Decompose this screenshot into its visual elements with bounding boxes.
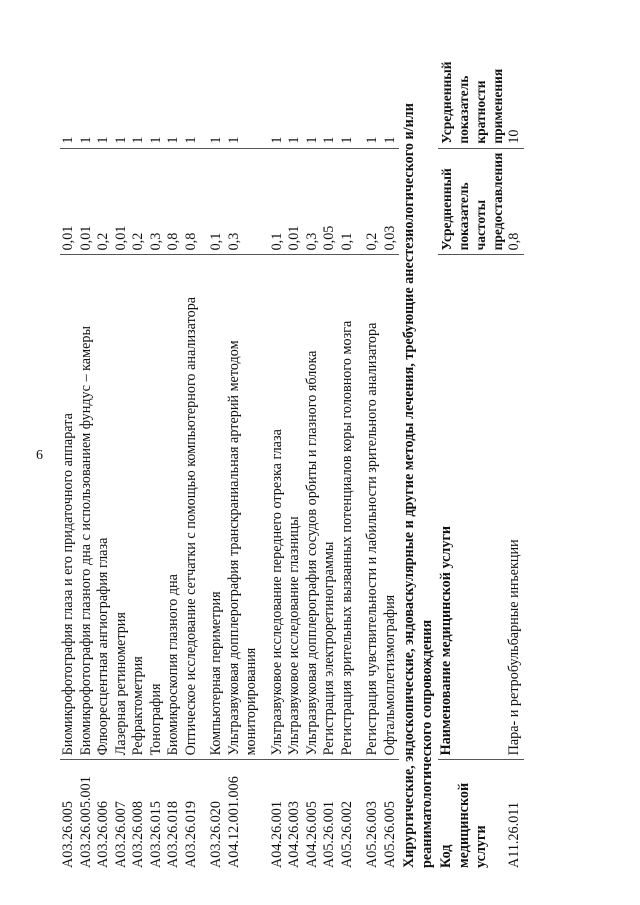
service-code: A03.26.008	[130, 801, 146, 868]
service-code: A04.12.001.006	[225, 776, 242, 868]
table-row	[60, 48, 78, 868]
table-row	[130, 48, 148, 868]
multiplicity-value: 1	[95, 48, 113, 148]
table-row	[506, 48, 524, 868]
spacer-cell	[261, 148, 269, 255]
service-code: A03.26.005	[60, 801, 76, 868]
frequency-value: 0,1	[208, 148, 226, 255]
service-name: Биомикрофотография глаза и его придаточного аппарата	[60, 255, 78, 760]
section-heading-row	[399, 48, 438, 868]
header-name: Наименование медицинской услуги	[438, 255, 506, 760]
header-multiplicity: Усредненный показатель кратности применения	[438, 48, 506, 148]
service-name: Регистрация чувствительности и лабильности зрительного анализатора	[364, 255, 382, 760]
frequency-value: 0,3	[226, 148, 261, 255]
frequency-value: 0,3	[148, 148, 166, 255]
frequency-value: 0,3	[304, 148, 322, 255]
multiplicity-value: 1	[321, 48, 339, 148]
service-code: A05.26.002	[338, 801, 355, 868]
service-name: Регистрация электроретинограммы	[321, 255, 339, 760]
service-code: A05.26.001	[321, 801, 337, 868]
table-row	[382, 48, 400, 868]
multiplicity-value: 1	[130, 48, 148, 148]
spacer-cell	[200, 255, 208, 760]
frequency-value: 0,03	[382, 148, 400, 255]
table-row	[226, 48, 261, 868]
multiplicity-value: 10	[506, 48, 524, 148]
frequency-value: 0,8	[165, 148, 183, 255]
table-row	[269, 48, 287, 868]
frequency-value: 0,05	[321, 148, 339, 255]
service-name: Биомикрофотография глазного дна с использованием фундус – камеры	[78, 255, 96, 760]
service-name: Пара- и ретробульбарные инъекции	[506, 255, 524, 760]
service-name: Офтальмоплетизмография	[382, 255, 400, 760]
row-spacer	[356, 48, 364, 868]
table-row	[364, 48, 382, 868]
header-frequency: Усредненный показатель частоты предоставления	[438, 148, 506, 255]
page-number: 6	[36, 448, 43, 463]
frequency-value: 0,8	[183, 148, 201, 255]
service-code: A04.26.003	[286, 801, 302, 868]
service-name: Ультразвуковое исследование переднего отрезка глаза	[269, 255, 287, 760]
multiplicity-value: 1	[269, 48, 287, 148]
table-row	[113, 48, 131, 868]
table-row	[78, 48, 96, 868]
table-row	[208, 48, 226, 868]
service-code: A03.26.020	[208, 801, 224, 868]
frequency-value: 0,01	[60, 148, 78, 255]
spacer-cell	[200, 48, 208, 148]
multiplicity-value: 1	[183, 48, 201, 148]
service-code: A05.26.003	[364, 801, 380, 868]
service-code: A03.26.005.001	[77, 776, 94, 868]
multiplicity-value: 1	[339, 48, 357, 148]
frequency-value: 0,01	[78, 148, 96, 255]
service-code: A05.26.005	[381, 801, 398, 868]
multiplicity-value: 1	[113, 48, 131, 148]
service-code: A04.26.001	[268, 801, 285, 868]
table-row	[286, 48, 304, 868]
spacer-cell	[200, 760, 208, 868]
frequency-value: 0,01	[286, 148, 304, 255]
service-name: Оптическое исследование сетчатки с помощью компьютерного анализатора	[183, 255, 201, 760]
spacer-cell	[356, 255, 364, 760]
spacer-cell	[356, 48, 364, 148]
service-code: A03.26.018	[165, 801, 181, 868]
header-code: Код медицинской услуги	[438, 782, 489, 868]
multiplicity-value: 1	[364, 48, 382, 148]
table-row	[321, 48, 339, 868]
service-name: Биомикроскопия глазного дна	[165, 255, 183, 760]
table-row	[165, 48, 183, 868]
multiplicity-value: 1	[165, 48, 183, 148]
multiplicity-value: 1	[148, 48, 166, 148]
table-row	[339, 48, 357, 868]
frequency-value: 0,1	[339, 148, 357, 255]
spacer-cell	[200, 148, 208, 255]
table-row	[304, 48, 322, 868]
rotated-page	[60, 48, 620, 868]
multiplicity-value: 1	[78, 48, 96, 148]
service-name: Флюоресцентная ангиография глаза	[95, 255, 113, 760]
service-code: A03.26.006	[95, 801, 111, 868]
multiplicity-value: 1	[286, 48, 304, 148]
frequency-value: 0,1	[269, 148, 287, 255]
frequency-value: 0,2	[95, 148, 113, 255]
table-row	[183, 48, 201, 868]
service-code: A03.26.019	[182, 801, 199, 868]
service-name: Ультразвуковая допплерография сосудов орбиты и глазного яблока	[304, 255, 322, 760]
frequency-value: 0,8	[506, 148, 524, 255]
service-code: A03.26.007	[112, 801, 129, 868]
service-name: Ультразвуковая допплерография транскраниальная артерий методом мониторирования	[226, 255, 261, 760]
multiplicity-value: 1	[382, 48, 400, 148]
service-name: Рефрактометрия	[130, 255, 148, 760]
service-name: Ультразвуковое исследование глазницы	[286, 255, 304, 760]
multiplicity-value: 1	[226, 48, 261, 148]
spacer-cell	[356, 760, 364, 868]
service-name: Регистрация зрительных вызванных потенциалов коры головного мозга	[339, 255, 357, 760]
service-name: Тонография	[148, 255, 166, 760]
table-row	[95, 48, 113, 868]
header-row	[438, 48, 506, 868]
section-title: Хирургические, эндоскопические, эндоваскулярные и другие методы лечения, требующие анестезиологического и/или реаниматологического сопровождения	[401, 103, 435, 868]
spacer-cell	[261, 255, 269, 760]
spacer-cell	[261, 760, 269, 868]
service-name: Компьютерная периметрия	[208, 255, 226, 760]
service-name: Лазерная ретинометрия	[113, 255, 131, 760]
spacer-cell	[261, 48, 269, 148]
row-spacer	[261, 48, 269, 868]
frequency-value: 0,2	[130, 148, 148, 255]
table-row	[148, 48, 166, 868]
service-code: A04.26.005	[303, 801, 320, 868]
multiplicity-value: 1	[208, 48, 226, 148]
multiplicity-value: 1	[304, 48, 322, 148]
service-code: A11.26.011	[506, 802, 522, 868]
service-code: A03.26.015	[147, 801, 164, 868]
services-table	[60, 48, 524, 868]
frequency-value: 0,2	[364, 148, 382, 255]
row-spacer	[200, 48, 208, 868]
frequency-value: 0,01	[113, 148, 131, 255]
spacer-cell	[356, 148, 364, 255]
multiplicity-value: 1	[60, 48, 78, 148]
